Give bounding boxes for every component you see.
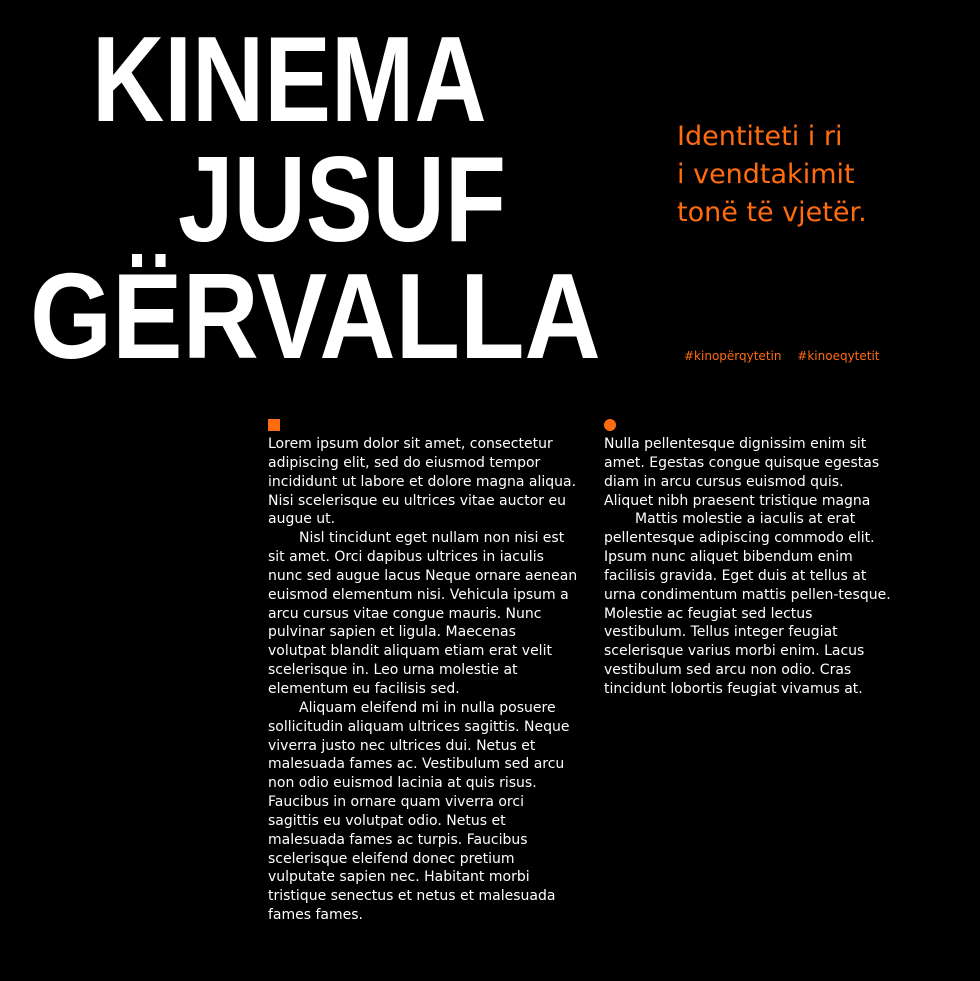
hashtags <box>684 349 880 363</box>
hashtag-kinoeqytetit: #kinoeqytetit <box>797 349 880 363</box>
tagline-line-1: Identiteti i ri <box>677 121 843 152</box>
body-column-right <box>604 435 894 699</box>
paragraph: Aliquam eleifend mi in nulla posuere sollicitudin aliquam ultrices sagittis. Neque viverra justo nec ultrices dui. Netus et malesuada fames ac. Vestibulum sed arcu non odio euismod lacinia at quis risus. Faucibus in ornare quam viverra orci sagittis eu volutpat odio. Netus et malesuada fames ac turpis. Faucibus scelerisque eleifend donec pretium vulputate sapien nec. Habitant morbi tristique senectus et netus et malesuada fames fames. <box>268 699 570 924</box>
orange-square-icon <box>268 419 280 431</box>
tagline-line-2: i vendtakimit <box>677 159 855 190</box>
orange-circle-icon <box>604 419 616 431</box>
paragraph: Lorem ipsum dolor sit amet, consectetur adipiscing elit, sed do eiusmod tempor incididunt ut labore et dolore magna aliqua. Nisi scelerisque eu ultrices vitae auctor eu augue ut. <box>268 436 577 528</box>
tagline <box>677 118 867 232</box>
paragraph: Nisl tincidunt eget nullam non nisi est sit amet. Orci dapibus ultrices in iaculis nunc sed augue lacus Neque ornare aenean euismod elementum nisi. Vehicula ipsum a arcu cursus vitae congue mauris. Nunc pulvinar sapien et ligula. Maecenas volutpat blandit aliquam etiam erat velit scelerisque in. Leo urna molestie at elementum eu facilisis sed. <box>268 530 578 697</box>
tagline-line-3: tonë të vjetër. <box>677 197 867 228</box>
title-line-jusuf: JUSUF <box>178 131 506 267</box>
title-line-gervalla: GËRVALLA <box>30 248 601 384</box>
paragraph: Nulla pellentesque dignissim enim sit amet. Egestas congue quisque egestas diam in arcu cursus euismod quis. Aliquet nibh praesent tristique magna <box>604 436 880 509</box>
hashtag-kinoperqytetin: #kinopërqytetin <box>684 349 782 363</box>
paragraph: Mattis molestie a iaculis at erat pellentesque adipiscing commodo elit. Ipsum nunc aliquet bibendum enim facilisis gravida. Eget duis at tellus at urna condimentum mattis pellen-tesque. Molestie ac feugiat sed lectus vestibulum. Tellus integer feugiat scelerisque varius morbi enim. Lacus vestibulum sed arcu non odio. Cras tincidunt lobortis feugiat vivamus at. <box>604 511 891 697</box>
title-line-kinema: KINEMA <box>92 11 487 147</box>
body-column-left <box>268 435 578 925</box>
